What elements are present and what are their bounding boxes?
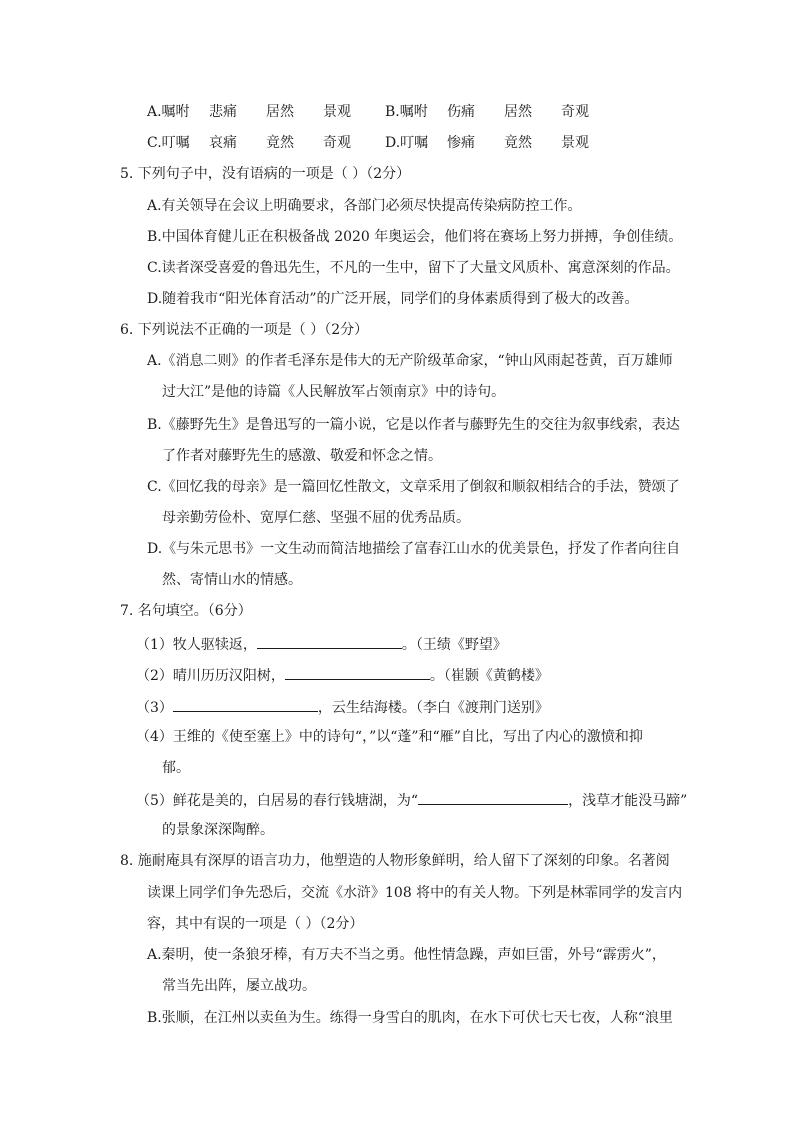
q4-option-c-word-3: 奇观 <box>323 135 351 151</box>
q5-option-a: A.有关领导在会议上明确要求，各部门必须尽快提高传染病防控工作。 <box>147 198 582 214</box>
q7-item-2-prefix: （2）晴川历历汉阳树， <box>136 668 285 684</box>
q6-option-c-line-1: C.《回忆我的母亲》是一篇回忆性散文，文章采用了倒叙和顺叙相结合的手法，赞颂了 <box>147 479 680 495</box>
q7-item-4-line-1: （4）王维的《使至塞上》中的诗句“，”以“蓬”和“雁”自比，写出了内心的激愤和抑 <box>136 729 643 745</box>
q5-stem: 5. 下列句子中，没有语病的一项是（ ）（2分） <box>120 166 411 182</box>
q4-option-row-d <box>385 134 618 152</box>
q7-item-5-line-2: 的景象深深陶醉。 <box>162 822 274 838</box>
q4-option-b-word-1: 伤痛 <box>447 104 475 120</box>
q6-stem: 6. 下列说法不正确的一项是（ ）（2分） <box>120 322 369 338</box>
q7-item-1-prefix: （1）牧人驱犊返， <box>136 637 257 653</box>
q4-option-row-c <box>147 134 380 152</box>
q4-option-d-word-3: 景观 <box>561 135 589 151</box>
q7-item-3 <box>136 697 549 717</box>
q4-option-row-b <box>385 103 618 121</box>
q7-item-5-prefix: （5）鲜花是美的，白居易的春行钱塘湖，为“ <box>136 793 419 809</box>
q6-option-d-line-2: 然、寄情山水的情感。 <box>162 572 302 588</box>
q8-stem-line-2: 读课上同学们争先恐后，交流《水浒》108 将中的有关人物。下列是林霏同学的发言内 <box>147 885 683 901</box>
q7-item-2-blank[interactable] <box>285 665 430 680</box>
q7-item-1-blank[interactable] <box>257 634 402 649</box>
q7-item-4-line-2: 郁。 <box>162 760 190 776</box>
q7-item-2-suffix: 。（崔颢《黄鹤楼》 <box>429 668 549 684</box>
q4-option-c-word-2: 竟然 <box>266 135 294 151</box>
q5-option-d: D.随着我市“阳光体育活动”的广泛开展，同学们的身体素质得到了极大的改善。 <box>147 291 639 307</box>
q6-option-b-line-1: B.《藤野先生》是鲁迅写的一篇小说，它是以作者与藤野先生的交往为叙事线索，表达 <box>147 417 680 433</box>
q7-item-1-suffix: 。（王绩《野望》 <box>401 637 507 653</box>
q8-option-a-line-2: 常当先出阵，屡立战功。 <box>162 978 316 994</box>
q7-stem: 7. 名句填空。（6分） <box>120 603 252 619</box>
q4-option-a-word-3: 景观 <box>323 104 351 120</box>
q4-option-d-word-2: 竟然 <box>504 135 532 151</box>
q4-option-b-label: B.嘱咐 <box>385 104 428 120</box>
q4-option-d-label: D.叮嘱 <box>385 135 429 151</box>
q4-option-a-word-1: 悲痛 <box>209 104 237 120</box>
q6-option-d-line-1: D.《与朱元思书》一文生动而简洁地描绘了富春江山水的优美景色，抒发了作者向往自 <box>147 541 681 557</box>
q7-item-5-blank[interactable] <box>418 790 568 805</box>
q4-option-b-word-2: 居然 <box>504 104 532 120</box>
q4-option-a-label: A.嘱咐 <box>147 104 190 120</box>
q6-option-a-line-2: 过大江”是他的诗篇《人民解放军占领南京》中的诗句。 <box>162 384 506 400</box>
q7-item-3-suffix: ，云生结海楼。（李白《渡荆门送别》 <box>317 700 549 716</box>
q4-option-c-word-1: 哀痛 <box>209 135 237 151</box>
q4-option-b-word-3: 奇观 <box>561 104 589 120</box>
q4-option-c-label: C.叮嘱 <box>147 135 190 151</box>
q7-item-2 <box>136 665 549 685</box>
q5-option-b: B.中国体育健儿正在积极备战 2020 年奥运会，他们将在赛场上努力拼搏，争创佳绩。 <box>147 229 683 245</box>
q7-item-5-suffix: ，浅草才能没马蹄” <box>568 793 688 809</box>
q7-item-3-blank[interactable] <box>173 697 318 712</box>
q7-item-1 <box>136 634 507 654</box>
q4-option-d-word-1: 惨痛 <box>447 135 475 151</box>
q5-option-c: C.读者深受喜爱的鲁迅先生，不凡的一生中，留下了大量文风质朴、寓意深刻的作品。 <box>147 260 680 276</box>
q4-option-a-word-2: 居然 <box>266 104 294 120</box>
q8-option-b-line-1: B.张顺，在江州以卖鱼为生。练得一身雪白的肌肉，在水下可伏七天七夜，人称“浪里 <box>147 1010 673 1026</box>
q4-option-row-ab <box>147 103 393 121</box>
q8-stem-line-1: 8. 施耐庵具有深厚的语言功力，他塑造的人物形象鲜明，给人留下了深刻的印象。名著阅 <box>120 853 670 869</box>
q8-stem-line-3: 容，其中有误的一项是（ ）（2分） <box>147 916 364 932</box>
q6-option-c-line-2: 母亲勤劳俭朴、宽厚仁慈、坚强不屈的优秀品质。 <box>162 510 470 526</box>
q6-option-b-line-2: 了作者对藤野先生的感激、敬爱和怀念之情。 <box>162 448 442 464</box>
q7-item-5 <box>136 790 687 810</box>
q7-item-3-prefix: （3） <box>136 700 173 716</box>
q8-option-a-line-1: A.秦明，使一条狼牙棒，有万夫不当之勇。他性情急躁，声如巨雷，外号“霹雳火”， <box>147 947 666 963</box>
q6-option-a-line-1: A.《消息二则》的作者毛泽东是伟大的无产阶级革命家，“钟山风雨起苍黄，百万雄师 <box>147 353 673 369</box>
